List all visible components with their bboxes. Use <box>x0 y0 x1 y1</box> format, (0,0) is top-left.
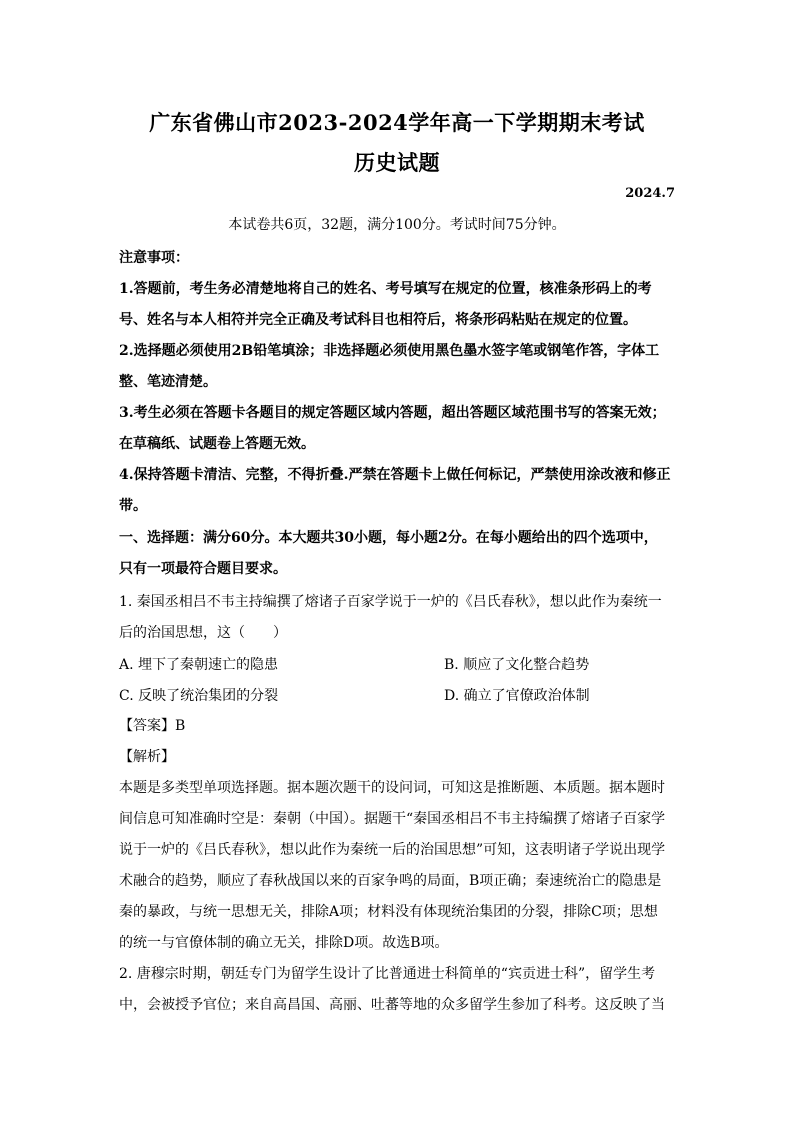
notice-line: 4.保持答题卡清洁、完整，不得折叠.严禁在答题卡上做任何标记，严禁使用涂改液和修正 <box>119 467 671 483</box>
q1-analysis-heading: 【解析】 <box>119 749 175 765</box>
q1-analysis-line: 的统一与官僚体制的确立无关，排除D项。故选B项。 <box>119 935 449 951</box>
exam-date: 2024.7 <box>625 186 675 201</box>
q1-stem-cont: 后的治国思想，这（ ） <box>119 625 287 641</box>
exam-info: 本试卷共6页，32题，满分100分。考试时间75分钟。 <box>228 217 566 233</box>
q2-stem: 2. 唐穆宗时期，朝廷专门为留学生设计了比普通进士科简单的“宾贡进士科”，留学生考 <box>119 966 656 982</box>
q2-stem-cont: 中，会被授予官位；来自高昌国、高丽、吐蕃等地的众多留学生参加了科考。这反映了当 <box>119 997 665 1013</box>
notice-line: 1.答题前，考生务必清楚地将自己的姓名、考号填写在规定的位置，核准条形码上的考 <box>119 281 652 297</box>
notice-line: 带。 <box>119 498 147 514</box>
q1-analysis-line: 本题是多类型单项选择题。据本题次题干的设问词，可知这是推断题、本质题。据本题时 <box>119 780 665 796</box>
section-heading-cont: 只有一项最符合题目要求。 <box>119 561 287 577</box>
document-title: 广东省佛山市2023-2024学年高一下学期期末考试 <box>149 110 645 135</box>
notice-heading: 注意事项： <box>119 250 189 266</box>
q1-option-a: A. 埋下了秦朝速亡的隐患 <box>119 657 279 673</box>
q1-option-b: B. 顺应了文化整合趋势 <box>444 657 590 673</box>
document-subtitle: 历史试题 <box>354 150 440 175</box>
q1-option-c: C. 反映了统治集团的分裂 <box>119 688 279 704</box>
notice-line: 2.选择题必须使用2B铅笔填涂；非选择题必须使用黑色墨水签字笔或钢笔作答，字体工 <box>119 343 660 359</box>
q1-analysis-line: 术融合的趋势，顺应了春秋战国以来的百家争鸣的局面，B项正确；秦速统治亡的隐患是 <box>119 873 662 889</box>
notice-line: 整、笔迹清楚。 <box>119 374 217 390</box>
q1-analysis-line: 间信息可知准确时空是：秦朝（中国）。据题干“秦国丞相吕不韦主持编撰了熔诸子百家学 <box>119 811 666 827</box>
notice-line: 在草稿纸、试题卷上答题无效。 <box>119 436 315 452</box>
q1-analysis-line: 说于一炉的《吕氏春秋》，想以此作为秦统一后的治国思想”可知，这表明诸子学说出现学 <box>119 842 666 858</box>
section-heading: 一、选择题：满分60分。本大题共30小题，每小题2分。在每小题给出的四个选项中， <box>119 530 658 546</box>
q1-option-d: D. 确立了官僚政治体制 <box>444 688 590 704</box>
notice-line: 号、姓名与本人相符并完全正确及考试科目也相符后，将条形码粘贴在规定的位置。 <box>119 312 637 328</box>
notice-line: 3.考生必须在答题卡各题目的规定答题区域内答题，超出答题区域范围书写的答案无效； <box>119 405 666 421</box>
q1-answer: 【答案】B <box>119 718 186 734</box>
q1-analysis-line: 秦的暴政，与统一思想无关，排除A项；材料没有体现统治集团的分裂，排除C项；思想 <box>119 904 658 920</box>
q1-stem: 1. 秦国丞相吕不韦主持编撰了熔诸子百家学说于一炉的《吕氏春秋》，想以此作为秦统一 <box>119 594 662 610</box>
